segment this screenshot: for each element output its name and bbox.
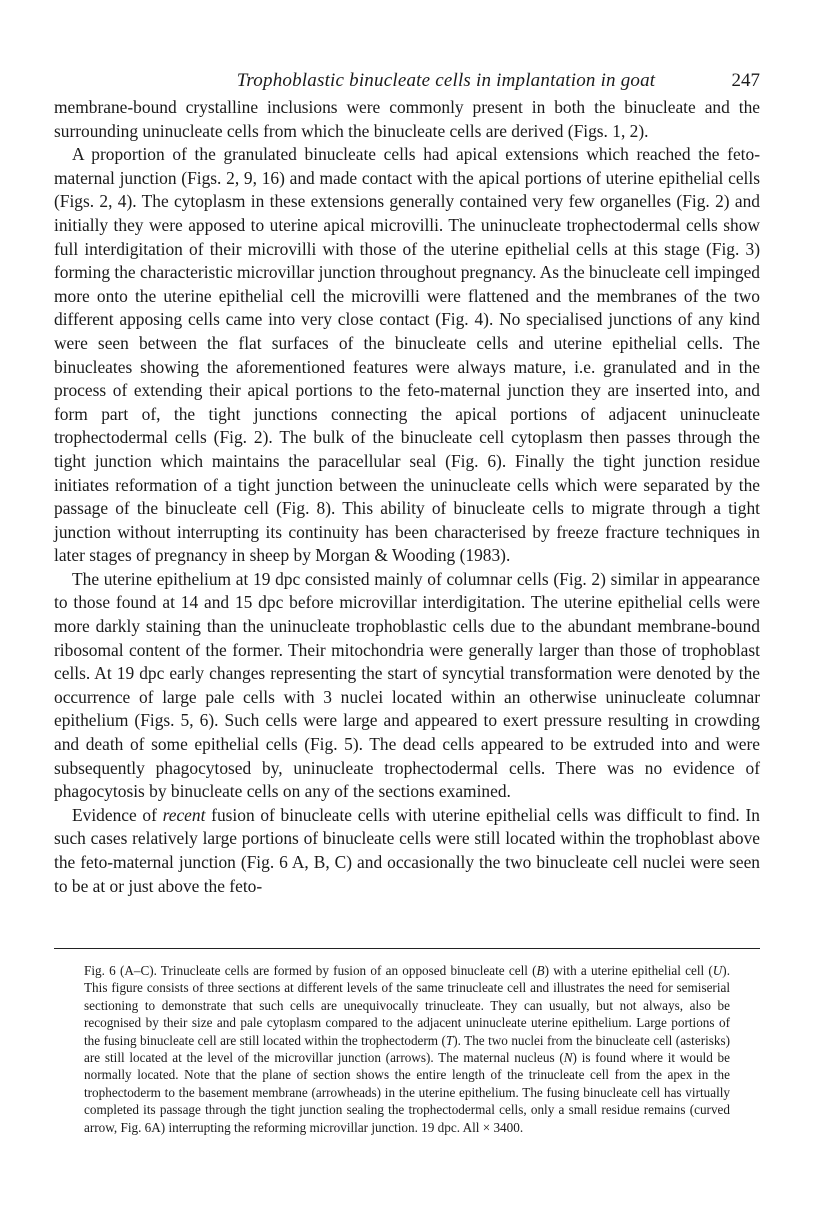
page-header [54, 70, 760, 96]
caption-span: ) is found where it would be normally located. Note that the plane of section shows the entire length of the trinucleate cell from the apex in the trophectoderm to the basement membrane (arrowheads) in the uterine epithelium. The fusing binucleate cell has virtually completed its passage through the tight junction sealing the trophectodermal cells, only a small residue remains (curved arrow, Fig. 6A) interrupting the reforming microvillar junction. 19 dpc. All × 3400. [84, 1050, 730, 1135]
paragraph [54, 804, 760, 898]
caption-label: B [536, 963, 545, 978]
body-text [54, 96, 760, 898]
caption-span: ). The two nuclei from the binucleate cell (asterisks) are still located at the level of the microvillar junction (arrows). The maternal nucleus ( [84, 1032, 730, 1066]
caption-label: U [712, 963, 723, 978]
caption-span: ) with a uterine epithelial cell ( [544, 963, 713, 978]
paragraph: A proportion of the granulated binucleate cells had apical extensions which reached the feto-maternal junction (Figs. 2, 9, 16) and made contact with the apical portions of uterine epithelial cells (Figs. 2, 4). The cytoplasm in these extensions generally contained very few organelles (Fig. 2) and initially they were apposed to uterine apical microvilli. The uninucleate trophectodermal cells show full interdigitation of their microvilli with those of the uterine epithelial cells at this stage (Fig. 3) forming the characteristic microvillar junction throughout pregnancy. As the binucleate cell impinged more onto the uterine epithelial cell the microvilli were flattened and the membranes of the two different apposing cells came into very close contact (Fig. 4). No specialised junctions of any kind were seen between the flat surfaces of the binucleate cells and uterine epithelial cells. The binucleates showing the aforementioned features were always mature, i.e. granulated and in the process of extending their apical portions to the feto-maternal junction they are inserted into, and form part of, the tight junctions connecting the apical portions of adjacent uninucleate trophectodermal cells (Fig. 2). The bulk of the binucleate cell cytoplasm then passes through the tight junction which maintains the paracellular seal (Fig. 6). Finally the tight junction residue initiates reformation of a tight junction between the uninucleate cells which were separated by the passage of the binucleate cell (Fig. 8). This ability of binucleate cells to migrate through a tight junction without interrupting its continuity has been characterised by freeze fracture techniques in later stages of pregnancy in sheep by Morgan & Wooding (1983). [54, 144, 760, 566]
paragraph-text: Evidence of [72, 804, 163, 825]
figure-caption [84, 962, 730, 1136]
page-number: 247 [731, 70, 760, 91]
footnote-divider [54, 948, 760, 949]
paragraph: The uterine epithelium at 19 dpc consisted mainly of columnar cells (Fig. 2) similar in appearance to those found at 14 and 15 dpc before microvillar interdigitation. The uterine epithelial cells were more darkly staining than the uninucleate trophoblastic cells due to the abundant membrane-bound ribosomal content of the former. Their mitochondria were generally larger than those of trophoblast cells. At 19 dpc early changes representing the start of syncytial transformation were denoted by the occurrence of large pale cells with 3 nuclei located within an otherwise uninucleate columnar epithelium (Figs. 5, 6). Such cells were large and appeared to exert pressure resulting in crowding and death of some epithelial cells (Fig. 5). The dead cells appeared to be extruded into and were subsequently phagocytosed by, uninucleate trophectodermal cells. There was no evidence of phagocytosis by binucleate cells on any of the sections examined. [54, 568, 760, 802]
emphasis: recent [162, 804, 206, 825]
caption-text [84, 962, 730, 1136]
caption-span: Fig. 6 (A–C). Trinucleate cells are formed by fusion of an opposed binucleate cell ( [84, 963, 537, 978]
paragraph: membrane-bound crystalline inclusions were commonly present in both the binucleate and the surrounding uninucleate cells from which the binucleate cells are derived (Figs. 1, 2). [54, 97, 760, 141]
caption-label: N [563, 1050, 573, 1066]
caption-span: ). This figure consists of three sections at different levels of the same trinucleate cell and illustrates the need for semiserial sectioning to demonstrate that such cells are unequivocally trinucleate. They can usually, but not always, also be recognised by their size and pale cytoplasm compared to the adjacent uninucleate uterine epithelium. Large portions of the fusing binucleate cell are still located within the trophectoderm ( [84, 963, 730, 1048]
caption-label: T [445, 1032, 454, 1048]
running-title: Trophoblastic binucleate cells in implantation in goat [236, 70, 656, 91]
paragraph-text: fusion of binucleate cells with uterine epithelial cells was difficult to find. In such cases relatively large portions of binucleate cells were still located within the trophoblast above the feto-maternal junction (Fig. 6 A, B, C) and occasionally the two binucleate cell nuclei were seen to be at or just above the feto- [54, 804, 760, 896]
